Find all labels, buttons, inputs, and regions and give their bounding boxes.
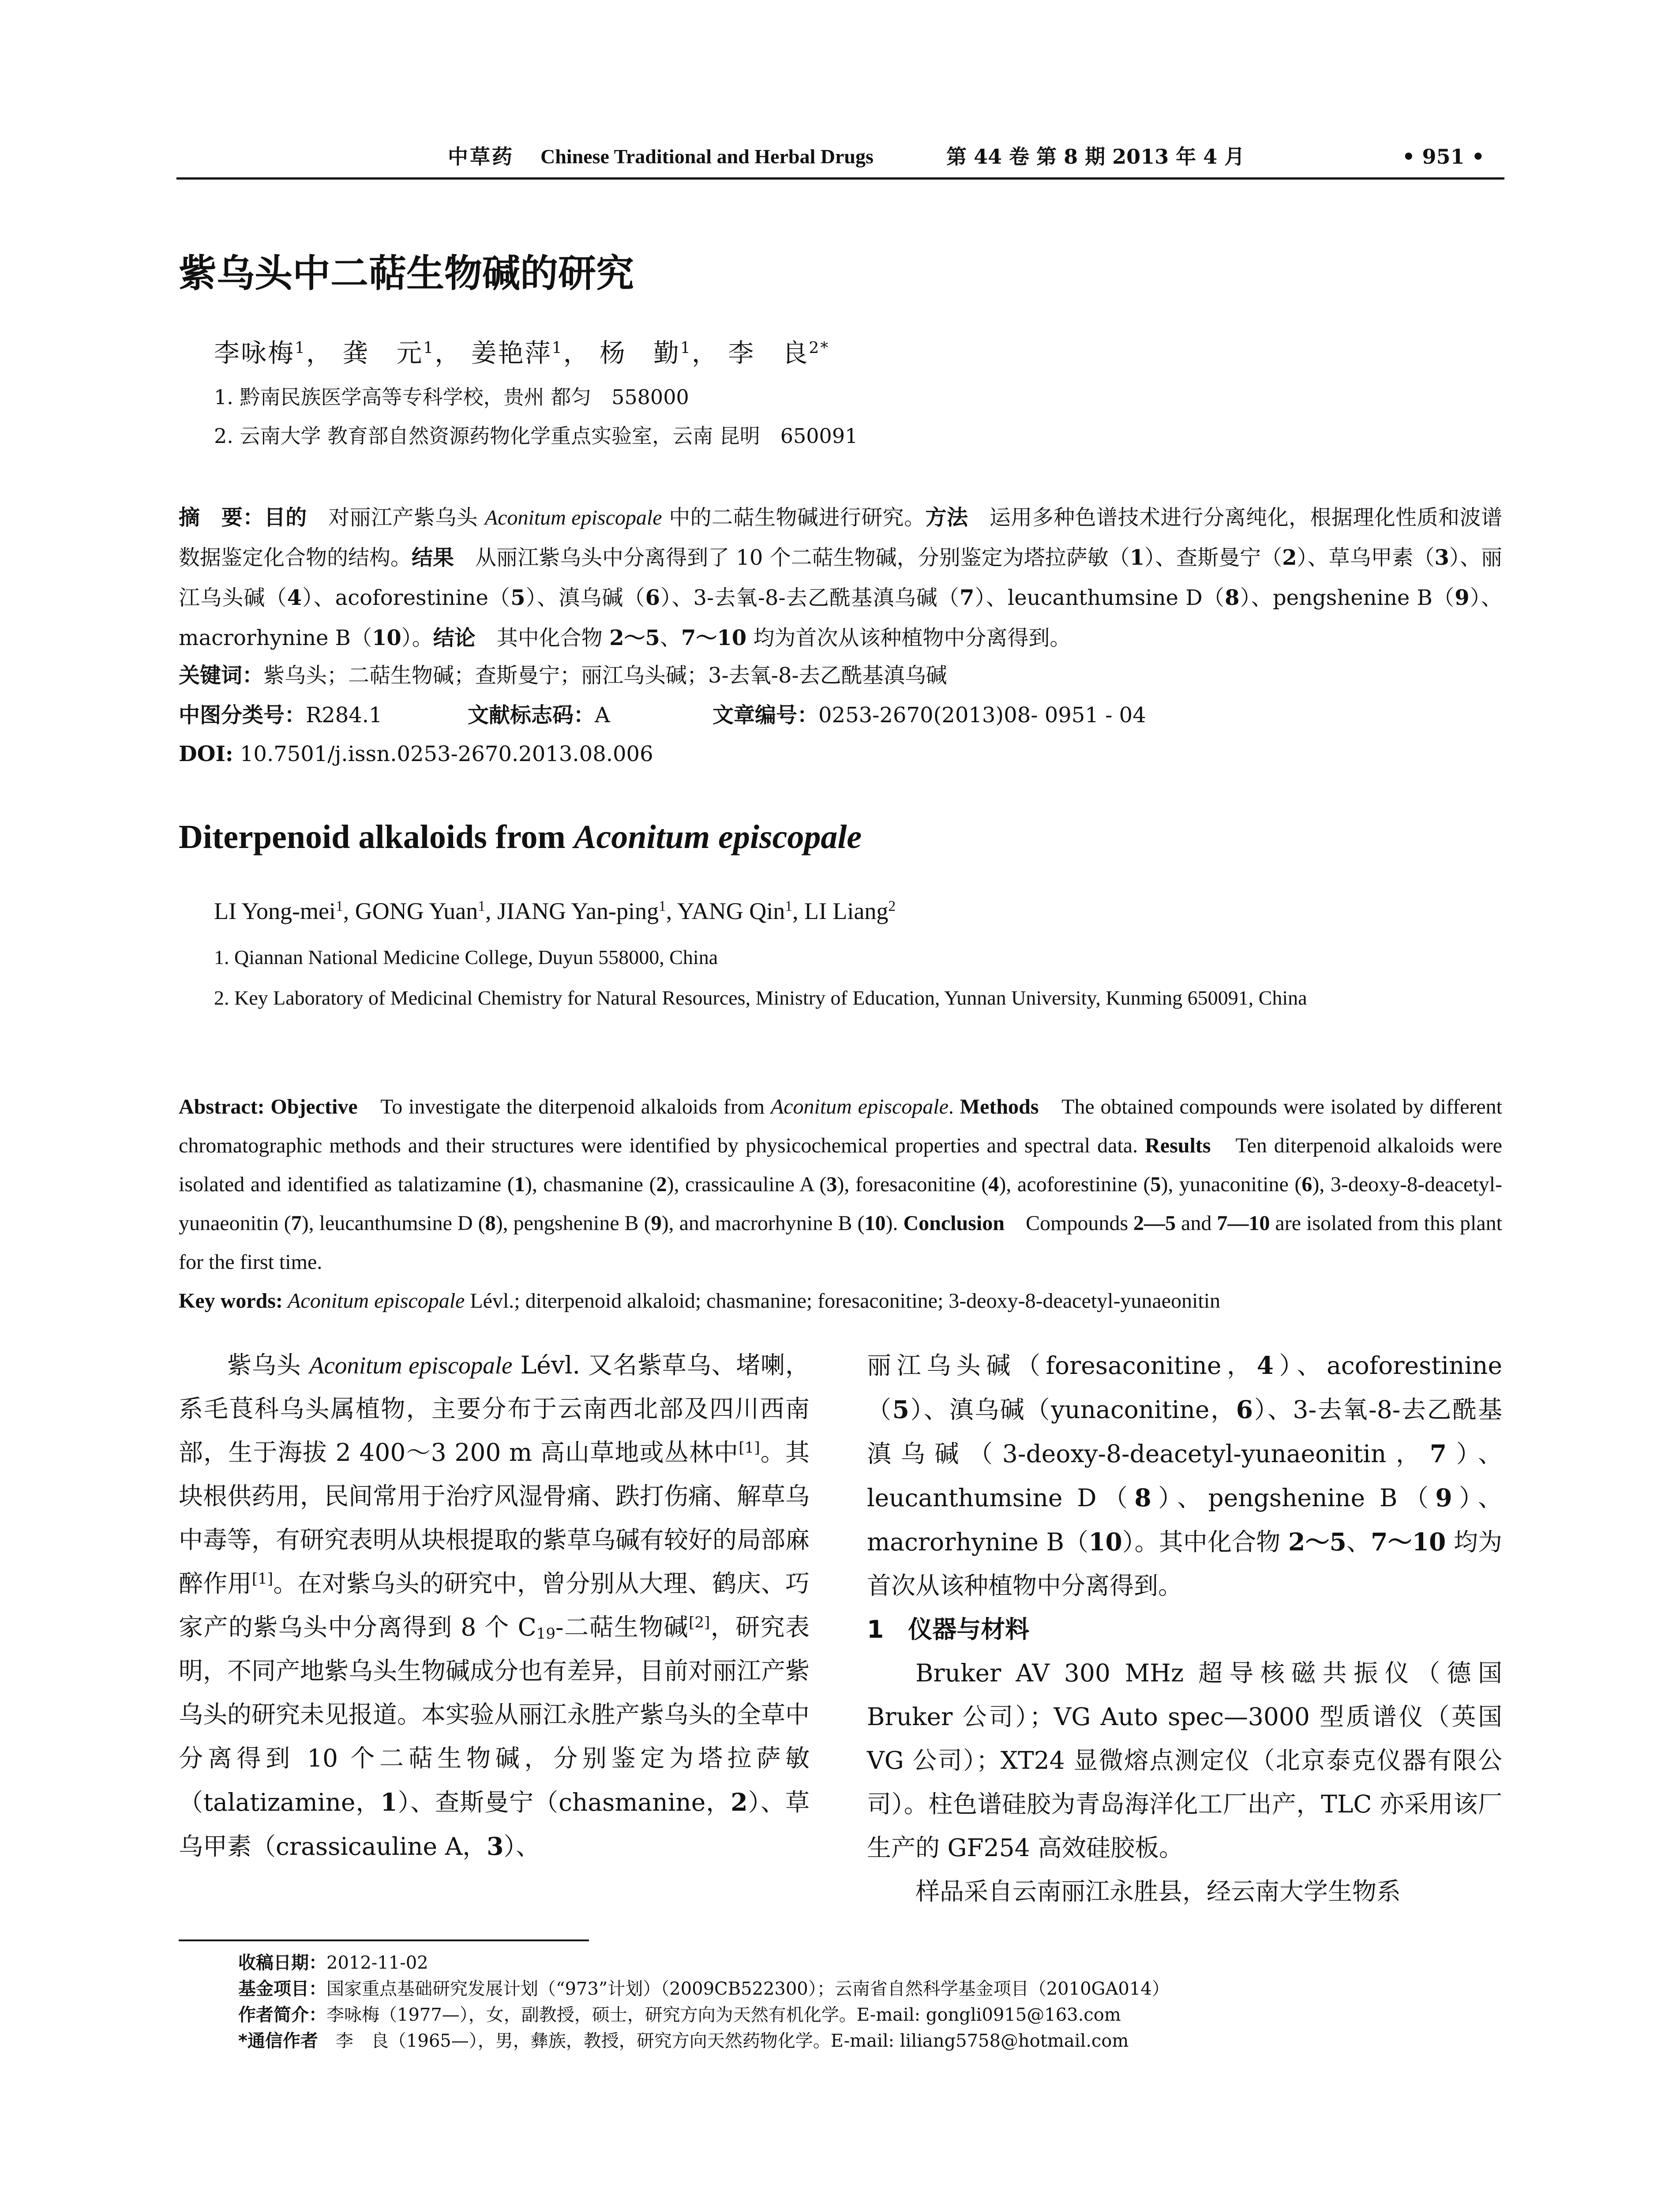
author-name: YANG Qin bbox=[677, 898, 785, 924]
compound-number: 7 bbox=[291, 1212, 302, 1235]
compound-range: 7—10 bbox=[1217, 1212, 1270, 1235]
journal-name-cn: 中草药 bbox=[448, 145, 514, 169]
authors-cn bbox=[214, 335, 829, 371]
citation-ref: [2] bbox=[689, 1613, 710, 1632]
author-affil-mark: 1 bbox=[658, 898, 666, 915]
title-en bbox=[179, 813, 862, 861]
compound-number: 1 bbox=[380, 1788, 398, 1816]
abstract-text: ), yunaconitine ( bbox=[1161, 1173, 1302, 1196]
affiliation-en: 2. Key Laboratory of Medicinal Chemistry for Natural Resources, Ministry of Education, Yunnan University, Kunming 650091, China bbox=[214, 987, 1307, 1009]
body-text: 紫乌头 bbox=[227, 1351, 309, 1379]
author-affil-mark: 1 bbox=[551, 339, 563, 357]
footnote-label: 收稿日期： bbox=[238, 1953, 326, 1973]
abstract-text: ）、acoforestinine（ bbox=[302, 585, 511, 610]
body-text: Lévl. 又名紫草乌、堵喇，系毛茛科乌头属植物，主要分布于云南西北部及四川西南部，生于海拔 2 400～3 200 m 高山草地或丛林中 bbox=[179, 1351, 810, 1467]
compound-number: 8 bbox=[1134, 1483, 1151, 1512]
body-paragraph: 样品采自云南丽江永胜县，经云南大学生物系 bbox=[915, 1877, 1401, 1906]
footnote-text: 李咏梅（1977—），女，副教授，硕士，研究方向为天然有机化学。E-mail: gongli0915@163.com bbox=[326, 2005, 1121, 2025]
body-text: 均为首次从该种植物中分离得到。 bbox=[867, 1528, 1503, 1600]
footnote-author bbox=[238, 2002, 1504, 2028]
footnote-rule bbox=[179, 1940, 589, 1941]
abstract-text: and bbox=[1176, 1212, 1217, 1235]
compound-number: 8 bbox=[485, 1212, 496, 1235]
footnote-text: 2012-11-02 bbox=[326, 1953, 428, 1973]
clc-value: R284.1 bbox=[306, 703, 382, 728]
affiliation-cn: 2. 云南大学 教育部自然资源药物化学重点实验室，云南 昆明 650091 bbox=[214, 424, 858, 448]
clc-number bbox=[179, 696, 382, 735]
abstract-text: 从丽江紫乌头中分离得到了 10 个二萜生物碱，分别鉴定为塔拉萨敏（ bbox=[454, 545, 1130, 570]
abstract-text: ）、丽江乌头碱（ bbox=[179, 545, 1502, 610]
title-cn: 紫乌头中二萜生物碱的研究 bbox=[179, 251, 634, 296]
author-name: 杨 勤 bbox=[600, 338, 681, 368]
species-name: Aconitum episcopale bbox=[282, 1289, 465, 1313]
compound-number: 2 bbox=[656, 1173, 667, 1196]
abstract-text: ）、leucanthumsine D（ bbox=[974, 585, 1225, 610]
body-column-left bbox=[179, 1343, 810, 1868]
author-affil-mark: 2 bbox=[888, 898, 896, 915]
abstract-text: ）、草乌甲素（ bbox=[1297, 545, 1435, 570]
doi-label: DOI: bbox=[179, 742, 233, 766]
compound-number: 3 bbox=[487, 1832, 504, 1861]
abstract-text: 运用多种色谱技术进行分离纯化，根据理化性质和波谱数据鉴定化合物的结构。 bbox=[179, 505, 1502, 570]
compound-number: 9 bbox=[651, 1212, 662, 1235]
abstract-text: ), leucanthumsine D ( bbox=[301, 1212, 485, 1235]
author-affil-mark: 1 bbox=[295, 339, 306, 357]
author-separator: , bbox=[485, 898, 497, 924]
affiliation-en: 1. Qiannan National Medicine College, Duyun 558000, China bbox=[214, 946, 718, 968]
compound-range: 2—5 bbox=[1133, 1212, 1176, 1235]
body-text: ）、acoforestinine（ bbox=[867, 1351, 1502, 1424]
species-name: Aconitum episcopale bbox=[574, 818, 862, 855]
compound-number: 6 bbox=[1236, 1395, 1253, 1424]
running-header bbox=[179, 137, 1502, 176]
compound-number: 1 bbox=[1129, 545, 1145, 570]
doi-value: 10.7501/j.issn.0253-2670.2013.08.006 bbox=[233, 742, 653, 766]
footnote-label: 作者简介： bbox=[238, 2005, 326, 2025]
body-text: ）、pengshenine B（ bbox=[1151, 1484, 1436, 1512]
author-name: GONG Yuan bbox=[355, 898, 478, 924]
abstract-text: 均为首次从该种植物中分离得到。 bbox=[746, 626, 1071, 650]
footnote-text: 李 良（1965—），男，彝族，教授，研究方向天然药物化学。E-mail: liliang5758@hotmail.com bbox=[335, 2031, 1129, 2051]
body-text: ）、 bbox=[503, 1832, 540, 1861]
footnote-text: 国家重点基础研究发展计划（“973”计划）（2009CB522300）；云南省自然科学基金项目（2010GA014） bbox=[326, 1979, 1170, 1999]
keywords-text: 紫乌头；二萜生物碱；查斯曼宁；丽江乌头碱；3-去氧-8-去乙酰基滇乌碱 bbox=[263, 663, 947, 688]
footnote-label: *通信作者 bbox=[238, 2031, 336, 2051]
header-rule bbox=[176, 177, 1504, 180]
abstract-text: ), acoforestinine ( bbox=[999, 1173, 1151, 1196]
compound-number: 3 bbox=[826, 1173, 837, 1196]
abstract-text: 其中化合物 bbox=[475, 626, 610, 650]
author-name: 姜艳萍 bbox=[471, 338, 552, 368]
clc-label: 中图分类号： bbox=[179, 703, 306, 728]
doc-label: 文献标志码： bbox=[468, 703, 595, 728]
conclusion-label: 结论 bbox=[433, 626, 476, 650]
compound-number: 2 bbox=[1282, 545, 1297, 570]
compound-number: 8 bbox=[1225, 585, 1240, 610]
body-text: 、 bbox=[1346, 1528, 1371, 1556]
species-name: Aconitum episcopale bbox=[484, 506, 662, 529]
author-separator: , bbox=[666, 898, 677, 924]
abstract-text: ), and macrorhynine B ( bbox=[661, 1212, 865, 1235]
compound-number: 5 bbox=[892, 1395, 909, 1424]
author-affil-mark: 1 bbox=[785, 898, 792, 915]
authors-en bbox=[214, 893, 896, 929]
abstract-cn bbox=[179, 498, 1502, 658]
footnote-funding bbox=[238, 1976, 1504, 2002]
author-separator: , bbox=[792, 898, 804, 924]
compound-number: 1 bbox=[514, 1173, 525, 1196]
body-text: ）、leucanthumsine D（ bbox=[867, 1440, 1502, 1512]
abstract-text: are isolated from this plant for the first time. bbox=[179, 1212, 1503, 1274]
body-paragraph: Bruker AV 300 MHz 超导核磁共振仪（德国 Bruker 公司）；VG Auto spec—3000 型质谱仪（英国 VG 公司）；XT24 显微熔点测定仪（北京泰克仪器有限公司）。柱色谱硅胶为青岛海洋化工厂出产，TLC 亦采用该厂生产的 GF254 高效硅胶板。 bbox=[867, 1659, 1502, 1862]
author-affil-mark: 1 bbox=[680, 339, 692, 357]
body-text: ）、3-去氧-8-去乙酰基滇乌碱（3-deoxy-8-deacetyl-yunaeonitin， bbox=[867, 1396, 1502, 1468]
body-text: ）、滇乌碱（yunaconitine， bbox=[909, 1396, 1236, 1424]
classification-row bbox=[179, 696, 1502, 735]
compound-range: 2～5 bbox=[609, 626, 660, 650]
abstract-text: ), crassicauline A ( bbox=[667, 1173, 827, 1196]
abstract-text: ), chasmanine ( bbox=[525, 1173, 656, 1196]
results-label: Results bbox=[1145, 1134, 1211, 1157]
body-text: ，研究表明，不同产地紫乌头生物碱成分也有差异，目前对丽江产紫乌头的研究未见报道。本实验从丽江永胜产紫乌头的全草中分离得到 10 个二萜生物碱，分别鉴定为塔拉萨敏（talatizamine， bbox=[179, 1613, 810, 1816]
footnote-corresponding bbox=[238, 2028, 1504, 2054]
compound-number: 9 bbox=[1455, 585, 1470, 610]
body-paragraph bbox=[867, 1343, 1502, 1608]
author-affil-mark: 2* bbox=[809, 339, 830, 357]
compound-number: 10 bbox=[864, 1212, 886, 1235]
compound-range: 7～10 bbox=[681, 626, 747, 650]
doi bbox=[179, 735, 653, 773]
author-separator: ， bbox=[435, 338, 462, 368]
author-name: LI Liang bbox=[804, 898, 889, 924]
author-affil-mark: 1 bbox=[423, 339, 435, 357]
abstract-label: Abstract: Objective bbox=[179, 1095, 358, 1118]
abstract-text: 中的二萜生物碱进行研究。 bbox=[662, 505, 926, 530]
objective-label: 目的 bbox=[264, 505, 307, 530]
abstract-text: Compounds bbox=[1004, 1212, 1134, 1235]
affiliation-cn: 1. 黔南民族医学高等专科学校，贵州 都匀 558000 bbox=[214, 385, 689, 409]
author-name: 龚 元 bbox=[342, 338, 424, 368]
body-column-right bbox=[867, 1343, 1502, 1913]
compound-range: 7～10 bbox=[1371, 1527, 1446, 1556]
author-name: JIANG Yan-ping bbox=[497, 898, 659, 924]
document-code bbox=[468, 696, 610, 735]
abstract-text: 对丽江产紫乌头 bbox=[307, 505, 485, 530]
compound-number: 10 bbox=[1088, 1527, 1122, 1556]
compound-number: 7 bbox=[960, 585, 975, 610]
author-separator: ， bbox=[306, 338, 333, 368]
species-name: Aconitum episcopale bbox=[309, 1352, 513, 1379]
body-text: ）、macrorhynine B（ bbox=[867, 1484, 1503, 1556]
compound-number: 6 bbox=[1301, 1173, 1312, 1196]
abstract-en bbox=[179, 1088, 1502, 1282]
compound-number: 7 bbox=[1429, 1439, 1447, 1468]
compound-number: 9 bbox=[1435, 1483, 1452, 1512]
abstract-text: ）。 bbox=[401, 626, 433, 650]
abstract-text: . bbox=[948, 1095, 960, 1118]
compound-number: 4 bbox=[1256, 1351, 1274, 1380]
citation-ref: [1] bbox=[739, 1439, 760, 1457]
compound-number: 4 bbox=[988, 1173, 999, 1196]
abstract-text: ）、滇乌碱（ bbox=[525, 585, 645, 610]
journal-name-en: Chinese Traditional and Herbal Drugs bbox=[540, 145, 874, 168]
compound-number: 6 bbox=[645, 585, 660, 610]
abstract-text: ), 3-deoxy-8-deacetyl-yunaeonitin ( bbox=[179, 1173, 1503, 1235]
methods-label: Methods bbox=[960, 1095, 1039, 1118]
issue-info: 第 44 卷 第 8 期 2013 年 4 月 bbox=[946, 145, 1245, 169]
body-text: ）、草乌甲素（crassicauline A， bbox=[179, 1788, 810, 1861]
compound-number: 2 bbox=[731, 1788, 748, 1816]
abstract-text: ）、pengshenine B（ bbox=[1239, 585, 1455, 610]
body-text: 丽江乌头碱（foresaconitine， bbox=[867, 1351, 1257, 1380]
compound-number: 4 bbox=[287, 585, 302, 610]
title-en-text: Diterpenoid alkaloids from bbox=[179, 818, 574, 855]
methods-label: 方法 bbox=[925, 505, 968, 530]
keywords-text: Lévl.; diterpenoid alkaloid; chasmanine; foresaconitine; 3-deoxy-8-deacetyl-yunaeonitin bbox=[465, 1289, 1221, 1313]
author-separator: ， bbox=[691, 338, 719, 368]
doc-value: A bbox=[595, 703, 610, 728]
page-number: • 951 • bbox=[1402, 145, 1485, 169]
compound-number: 10 bbox=[371, 626, 401, 650]
abstract-label: 摘 要： bbox=[179, 505, 264, 530]
body-text: 。在对紫乌头的研究中，曾分别从大理、鹤庆、巧家产的紫乌头中分离得到 8 个 C bbox=[179, 1569, 810, 1641]
author-separator: ， bbox=[563, 338, 590, 368]
abstract-text: ）、macrorhynine B（ bbox=[179, 585, 1502, 650]
article-label: 文章编号： bbox=[712, 703, 819, 728]
author-name: LI Yong-mei bbox=[214, 898, 336, 924]
abstract-text: ). bbox=[885, 1212, 904, 1235]
keywords-cn bbox=[179, 656, 1502, 695]
body-text: 。其块根供药用，民间常用于治疗风湿骨痛、跌打伤痛、解草乌中毒等，有研究表明从块根提取的紫草乌碱有较好的局部麻醉作用 bbox=[179, 1438, 810, 1598]
abstract-text: ）、查斯曼宁（ bbox=[1144, 545, 1282, 570]
footnote-received bbox=[238, 1950, 1504, 1976]
footnotes bbox=[238, 1950, 1504, 2054]
abstract-text: ), pengshenine B ( bbox=[495, 1212, 651, 1235]
conclusion-label: Conclusion bbox=[903, 1212, 1005, 1235]
compound-number: 3 bbox=[1434, 545, 1449, 570]
body-text: -二萜生物碱 bbox=[555, 1613, 689, 1641]
compound-number: 5 bbox=[510, 585, 525, 610]
body-text: ）。其中化合物 bbox=[1122, 1528, 1289, 1556]
body-paragraph bbox=[179, 1343, 810, 1868]
abstract-text: ）、3-去氧-8-去乙酰基滇乌碱（ bbox=[660, 585, 960, 610]
abstract-text: The obtained compounds were isolated by different chromatographic methods and their structures were identified by physicochemical properties and spectral data. bbox=[179, 1095, 1503, 1157]
keywords-en bbox=[179, 1282, 1502, 1321]
article-value: 0253-2670(2013)08- 0951 - 04 bbox=[818, 703, 1146, 728]
body-text: ）、查斯曼宁（chasmanine， bbox=[397, 1788, 731, 1816]
footnote-label: 基金项目： bbox=[238, 1979, 326, 1999]
section-heading: 1 仪器与材料 bbox=[867, 1615, 1030, 1643]
citation-ref: [1] bbox=[251, 1570, 274, 1588]
author-name: 李 良 bbox=[728, 338, 809, 368]
author-affil-mark: 1 bbox=[478, 898, 485, 915]
abstract-text: 、 bbox=[660, 626, 681, 650]
author-name: 李咏梅 bbox=[214, 338, 295, 368]
abstract-text: To investigate the diterpenoid alkaloids from bbox=[357, 1095, 771, 1118]
results-label: 结果 bbox=[412, 545, 454, 570]
keywords-label: 关键词： bbox=[179, 663, 264, 688]
author-separator: , bbox=[343, 898, 355, 924]
compound-number: 5 bbox=[1150, 1173, 1161, 1196]
author-affil-mark: 1 bbox=[336, 898, 343, 915]
abstract-text: Ten diterpenoid alkaloids were isolated and identified as talatizamine ( bbox=[179, 1134, 1502, 1196]
species-name: Aconitum episcopale bbox=[770, 1095, 949, 1118]
subscript: 19 bbox=[536, 1624, 556, 1643]
article-number bbox=[712, 696, 1146, 735]
keywords-label: Key words: bbox=[179, 1289, 283, 1313]
abstract-text: ), foresaconitine ( bbox=[837, 1173, 989, 1196]
compound-range: 2～5 bbox=[1288, 1527, 1346, 1556]
